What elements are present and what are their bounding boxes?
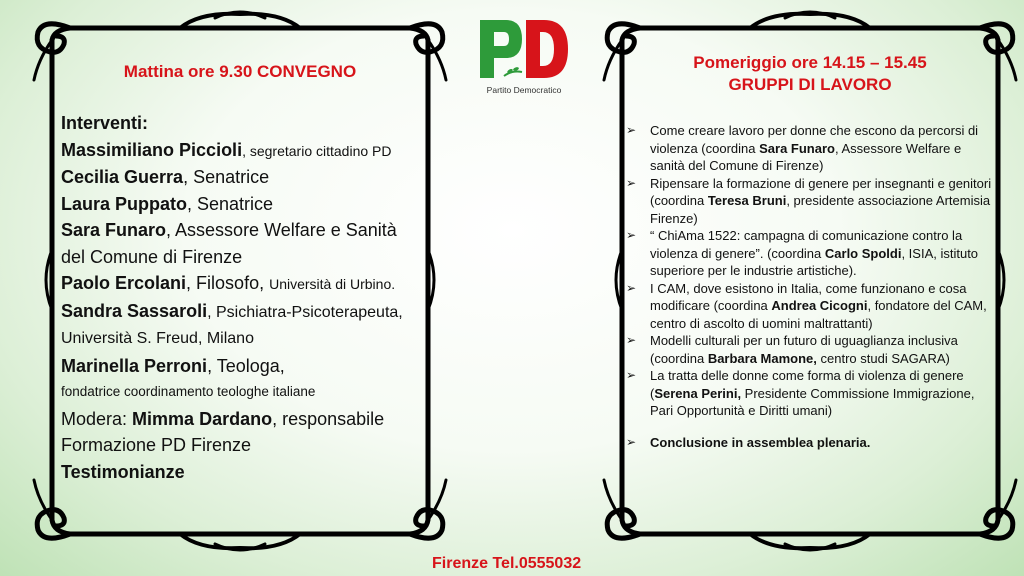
speaker-item: Sara Funaro, Assessore Welfare e Sanità [61, 220, 397, 240]
pd-logo-mark [476, 16, 572, 82]
speakers-list [61, 110, 451, 485]
conclusion-item: ➢ Conclusione in assemblea plenaria. [626, 434, 871, 450]
arrow-bullet-icon: ➢ [626, 434, 637, 449]
afternoon-title: Pomeriggio ore 14.15 – 15.45 GRUPPI DI LAVORO [693, 53, 927, 94]
working-groups-list [626, 122, 998, 451]
morning-panel [30, 0, 450, 560]
testimonianze-label: Testimonianze [61, 461, 185, 482]
list-item: ➢ Come creare lavoro per donne che escono da percorsi di violenza (coordina Sara Funaro, Assessore Welfare e sanità del Comune di Firenze) [626, 123, 979, 173]
list-item: ➢ La tratta delle donne come forma di violenza di genere (Serena Perini, Presidente Commissione Immigrazione, Pari Opportunità e Diritti umani) [626, 368, 975, 418]
list-item: ➢ Ripensare la formazione di genere per insegnanti e genitori (coordina Teresa Bruni, presidente associazione Artemisia Firenze) [626, 175, 992, 226]
speaker-item: Laura Puppato, Senatrice [61, 193, 274, 214]
logo-caption: Partito Democratico [486, 85, 562, 95]
arrow-bullet-icon: ➢ [626, 368, 637, 382]
arrow-bullet-icon: ➢ [626, 175, 637, 190]
arrow-bullet-icon: ➢ [626, 333, 637, 347]
arrow-bullet-icon: ➢ [626, 228, 637, 242]
afternoon-panel [600, 0, 1020, 560]
list-item: ➢ I CAM, dove esistono in Italia, come funzionano e cosa modificare (coordina Andrea Cicogni, fondatore del CAM, centro di ascolto di uomini maltrattanti) [626, 280, 987, 331]
list-item: ➢ “ ChiAma 1522: campagna di comunicazione contro la violenza di genere”. (coordina Carlo Spoldi, ISIA, istituto superiore per le industrie artistiche). [626, 228, 979, 278]
moderator-item: Modera: Mimma Dardano, responsabile [61, 408, 385, 429]
footer-contact: Firenze Tel.0555032 [432, 555, 582, 572]
speaker-item: Cecilia Guerra, Senatrice [61, 167, 270, 187]
speaker-item: Paolo Ercolani, Filosofo, Università di Urbino. [61, 273, 396, 293]
speaker-role-line: fondatrice coordinamento teologhe italiane [61, 384, 316, 399]
arrow-bullet-icon: ➢ [626, 123, 637, 137]
morning-title: Mattina ore 9.30 CONVEGNO [123, 62, 357, 81]
speaker-role-line: Università S. Freud, Milano [61, 330, 254, 347]
speaker-item: Sandra Sassaroli, Psichiatra-Psicoterapeuta, [61, 300, 403, 321]
list-item: ➢ Modelli culturali per un futuro di uguaglianza inclusiva (coordina Barbara Mamone, centro studi SAGARA) [626, 333, 958, 366]
arrow-bullet-icon: ➢ [626, 280, 637, 295]
speaker-item: Marinella Perroni, Teologa, [61, 355, 285, 376]
speaker-item: Massimiliano Piccioli, segretario cittadino PD [61, 139, 392, 160]
moderator-role-line: Formazione PD Firenze [61, 435, 252, 455]
speaker-role-line: del Comune di Firenze [61, 246, 243, 267]
speakers-heading: Interventi: [61, 113, 149, 133]
